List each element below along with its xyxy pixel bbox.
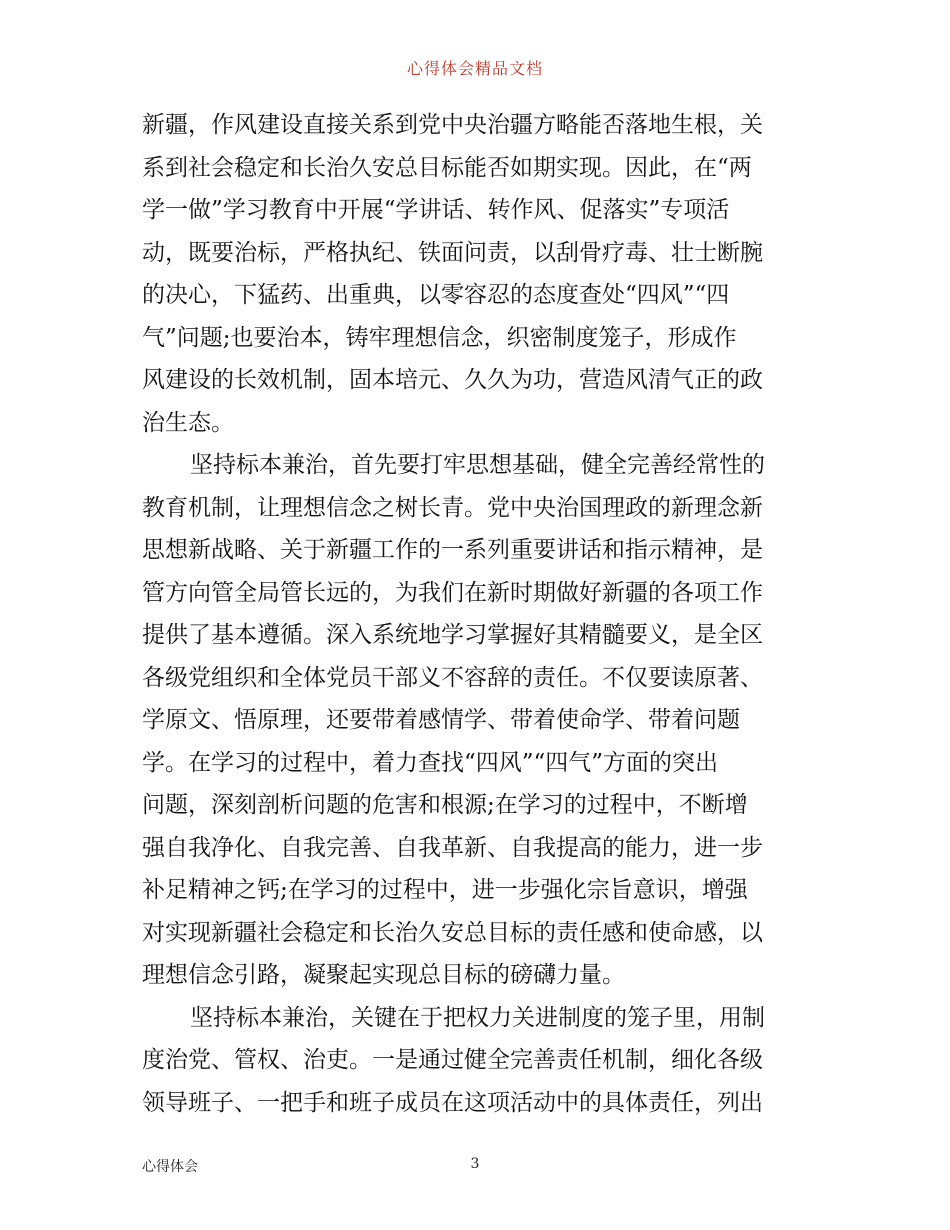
text-line: 教育机制，让理想信念之树长青。党中央治国理政的新理念新 xyxy=(142,494,763,521)
text-line: 学原文、悟原理，还要带着感情学、带着使命学、带着问题 xyxy=(142,707,740,733)
document-body xyxy=(142,104,810,1124)
document-header-title: 心得体会精品文档 xyxy=(406,59,543,78)
text-line: 系到社会稳定和长治久安总目标能否如期实现。因此，在“两 xyxy=(142,154,752,181)
text-line: 管方向管全局管长远的，为我们在新时期做好新疆的各项工作 xyxy=(142,579,763,606)
text-line: 的决心，下猛药、出重典，以零容忍的态度查处“四风”“四 xyxy=(142,282,730,308)
text-line: 坚持标本兼治，首先要打牢思想基础，健全完善经常性的 xyxy=(190,452,765,478)
text-line: 风建设的长效机制，固本培元、久久为功，营造风清气正的政 xyxy=(142,367,763,393)
text-line: 气”问题;也要治本，铸牢理想信念，织密制度笼子，形成作 xyxy=(142,324,737,351)
text-line: 治生态。 xyxy=(142,409,234,436)
page-number: 3 xyxy=(470,1156,480,1172)
text-line: 问题，深刻剖析问题的危害和根源;在学习的过程中，不断增 xyxy=(142,792,748,818)
footer-label: 心得体会 xyxy=(142,1159,198,1175)
text-line: 领导班子、一把手和班子成员在这项活动中的具体责任，列出 xyxy=(142,1089,763,1116)
text-line: 度治党、管权、治吏。一是通过健全完善责任机制，细化各级 xyxy=(142,1047,763,1073)
text-line: 学一做”学习教育中开展“学讲话、转作风、促落实”专项活 xyxy=(142,197,730,223)
text-line: 思想新战略、关于新疆工作的一系列重要讲话和指示精神，是 xyxy=(142,537,763,563)
text-line: 对实现新疆社会稳定和长治久安总目标的责任感和使命感，以 xyxy=(142,919,763,946)
text-line: 各级党组织和全体党员干部义不容辞的责任。不仅要读原著、 xyxy=(142,664,763,691)
text-line: 动，既要治标，严格执纪、铁面问责，以刮骨疗毒、壮士断腕 xyxy=(142,239,763,266)
text-line: 坚持标本兼治，关键在于把权力关进制度的笼子里，用制 xyxy=(190,1004,765,1031)
text-line: 学。在学习的过程中，着力查找“四风”“四气”方面的突出 xyxy=(142,749,719,776)
text-line: 补足精神之钙;在学习的过程中，进一步强化宗旨意识，增强 xyxy=(142,877,748,903)
text-line: 理想信念引路，凝聚起实现总目标的磅礴力量。 xyxy=(142,962,625,988)
text-line: 强自我净化、自我完善、自我革新、自我提高的能力，进一步 xyxy=(142,834,763,861)
text-line: 新疆，作风建设直接关系到党中央治疆方略能否落地生根，关 xyxy=(142,112,763,138)
text-line: 提供了基本遵循。深入系统地学习掌握好其精髓要义，是全区 xyxy=(142,622,763,648)
